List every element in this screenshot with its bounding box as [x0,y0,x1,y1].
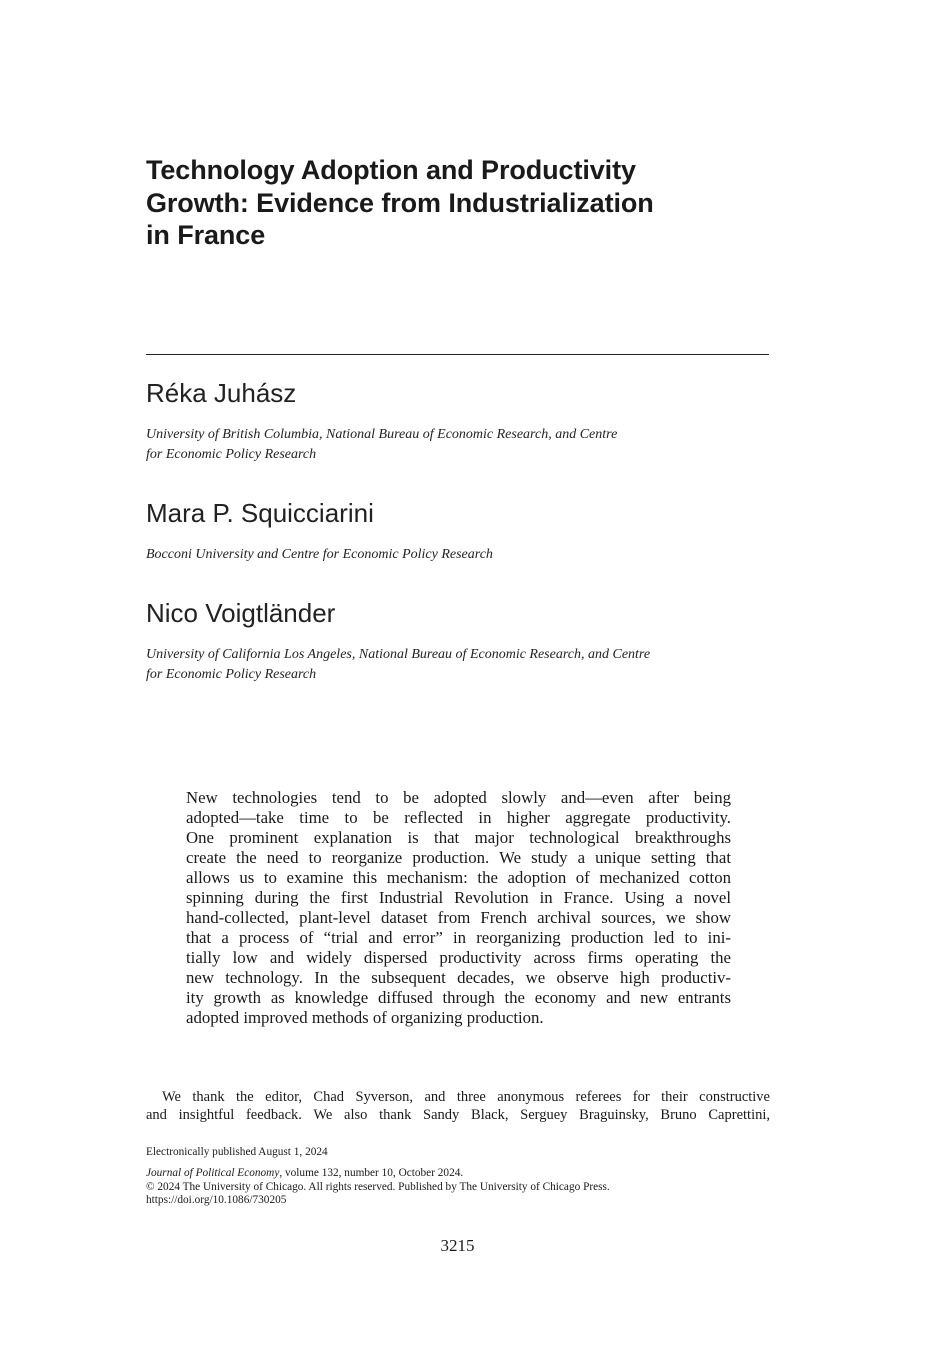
abstract-line: hand-collected, plant-level dataset from French archival sources, we show [186,908,731,927]
affiliation-line: University of California Los Angeles, National Bureau of Economic Research, and Centre [146,647,651,662]
abstract-line: New technologies tend to be adopted slowly and—even after being [186,788,731,807]
acknowledgment-footnote [146,1088,770,1124]
abstract-line: tially low and widely dispersed productivity across firms operating the [186,948,731,967]
affiliation-line: for Economic Policy Research [146,447,317,462]
published-date-text: Electronically published August 1, 2024 [146,1146,328,1158]
author-name: Mara P. Squicciarini [146,498,374,528]
abstract-line: that a process of “trial and error” in reorganizing production led to ini- [186,928,731,947]
acknowledgment-line: We thank the editor, Chad Syverson, and three anonymous referees for their constructive [162,1089,770,1105]
abstract-line: ity growth as knowledge diffused through the economy and new entrants [186,988,731,1007]
acknowledgment-line: and insightful feedback. We also thank Sandy Black, Serguey Braguinsky, Bruno Caprettini, [146,1107,770,1123]
volume-info: , volume 132, number 10, October 2024. [279,1167,464,1179]
publication-info [146,1167,610,1208]
copyright-notice: © 2024 The University of Chicago. All rights reserved. Published by The University of Chicago Press. [146,1180,610,1193]
abstract-line: new technology. In the subsequent decades, we observe high productiv- [186,968,731,987]
affiliation-line: for Economic Policy Research [146,667,317,682]
abstract-line: create the need to reorganize production. We study a unique setting that [186,848,731,867]
journal-name: Journal of Political Economy [146,1167,280,1179]
title-line: Technology Adoption and Productivity [146,155,636,185]
title-line: in France [146,220,266,250]
abstract-line: One prominent explanation is that major technological breakthroughs [186,828,731,847]
author-name: Nico Voigtländer [146,598,336,628]
author-affiliation [146,645,746,685]
abstract-line: spinning during the first Industrial Revolution in France. Using a novel [186,888,731,907]
abstract-line: allows us to examine this mechanism: the adoption of mechanized cotton [186,868,731,887]
abstract-line: adopted improved methods of organizing production. [186,1008,544,1027]
journal-citation [146,1167,610,1181]
doi-link[interactable]: https://doi.org/10.1086/730205 [146,1194,287,1206]
author-affiliation [146,545,746,565]
affiliation-line: Bocconi University and Centre for Economic Policy Research [146,547,493,562]
author-name: Réka Juhász [146,378,297,408]
affiliation-line: University of British Columbia, National Bureau of Economic Research, and Centre [146,427,618,442]
page-number: 3215 [440,1236,475,1255]
paper-title [146,154,746,252]
publication-date [146,1146,328,1160]
author-affiliation [146,425,746,465]
abstract-line: adopted—take time to be reflected in higher aggregate productivity. [186,808,731,827]
abstract [186,788,731,1028]
title-line: Growth: Evidence from Industrialization [146,187,654,218]
title-divider [146,354,769,355]
